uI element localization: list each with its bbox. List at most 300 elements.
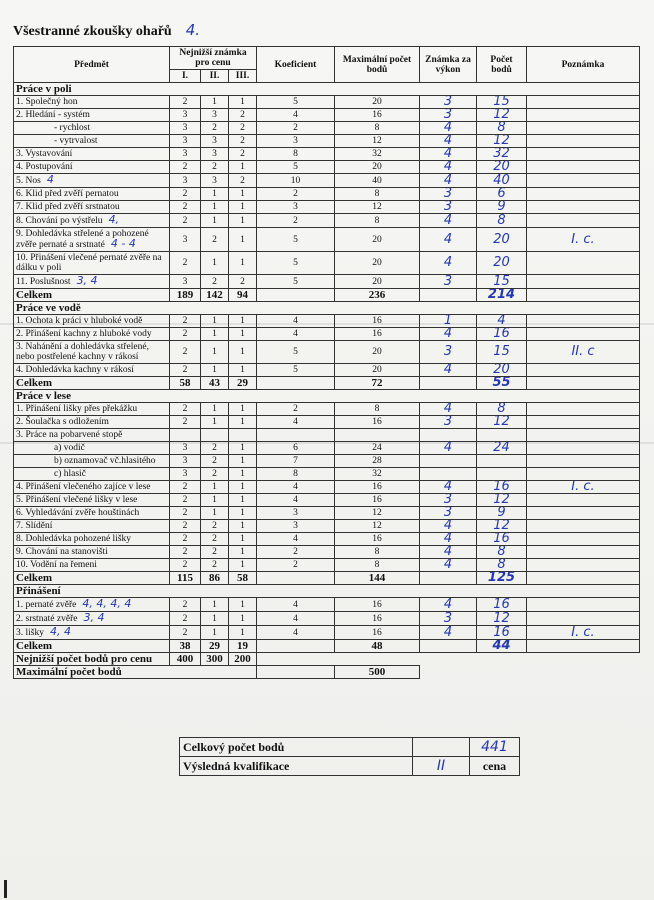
handwritten-annotation: 4, xyxy=(108,213,120,226)
row-label-text: 2. Šoulačka s odložením xyxy=(16,417,109,427)
note-cell xyxy=(527,328,640,341)
section-header-row xyxy=(14,390,640,403)
qualification-value: II xyxy=(413,757,470,776)
price-2-cell: 1 xyxy=(201,188,229,201)
total-price-3: 94 xyxy=(229,289,257,302)
total-note-blank xyxy=(527,377,640,390)
max-points-cell: 8 xyxy=(335,546,420,559)
price-2-cell: 1 xyxy=(201,328,229,341)
table-row xyxy=(14,559,640,572)
points-cell: 12 xyxy=(477,416,527,429)
price-2-cell: 2 xyxy=(201,546,229,559)
price-3-cell xyxy=(229,429,257,442)
price-3-cell: 1 xyxy=(229,559,257,572)
points-cell: 8 xyxy=(477,559,527,572)
table-row xyxy=(14,201,640,214)
max-points-cell: 12 xyxy=(335,201,420,214)
price-2-cell xyxy=(201,429,229,442)
price-3-cell: 1 xyxy=(229,612,257,626)
note-cell xyxy=(527,275,640,289)
total-max: 48 xyxy=(335,640,420,653)
price-1-cell: 2 xyxy=(170,188,201,201)
price-2-cell: 1 xyxy=(201,315,229,328)
points-cell: 15 xyxy=(477,275,527,289)
price-1-cell: 2 xyxy=(170,214,201,228)
price-1-cell: 3 xyxy=(170,275,201,289)
price-3-cell: 1 xyxy=(229,481,257,494)
price-1-cell: 2 xyxy=(170,520,201,533)
note-cell xyxy=(527,429,640,442)
note-cell xyxy=(527,96,640,109)
price-3-cell: 1 xyxy=(229,403,257,416)
total-points: 44 xyxy=(477,640,527,653)
price-3-cell: 1 xyxy=(229,598,257,612)
section-total-row xyxy=(14,572,640,585)
note-cell xyxy=(527,161,640,174)
row-label xyxy=(14,481,170,494)
coef-cell: 4 xyxy=(257,109,335,122)
price-1-cell: 2 xyxy=(170,328,201,341)
max-points-cell: 16 xyxy=(335,315,420,328)
price-3-cell: 1 xyxy=(229,328,257,341)
grade-cell: 4 xyxy=(420,174,477,188)
row-label xyxy=(14,341,170,364)
grade-cell: 4 xyxy=(420,214,477,228)
coef-cell: 2 xyxy=(257,546,335,559)
total-points-value: 441 xyxy=(470,738,520,757)
price-3-cell: 1 xyxy=(229,507,257,520)
coef-cell: 8 xyxy=(257,468,335,481)
grade-cell: 4 xyxy=(420,626,477,640)
points-cell xyxy=(477,429,527,442)
section-title: Práce v poli xyxy=(14,83,640,96)
price-1-cell: 2 xyxy=(170,364,201,377)
coef-cell: 8 xyxy=(257,148,335,161)
total-coef-blank xyxy=(257,377,335,390)
total-label: Celkem xyxy=(14,289,170,302)
grade-cell: 4 xyxy=(420,598,477,612)
price-3-cell: 1 xyxy=(229,494,257,507)
coef-cell: 3 xyxy=(257,520,335,533)
table-row xyxy=(14,481,640,494)
handwritten-title-number: 4. xyxy=(185,21,201,39)
max-points-cell: 16 xyxy=(335,481,420,494)
table-row xyxy=(14,598,640,612)
price-3-cell: 2 xyxy=(229,135,257,148)
table-row xyxy=(14,188,640,201)
grade-cell: 3 xyxy=(420,341,477,364)
max-points-cell: 16 xyxy=(335,626,420,640)
row-label xyxy=(14,148,170,161)
table-row xyxy=(14,174,640,188)
note-cell xyxy=(527,494,640,507)
note-cell xyxy=(527,612,640,626)
total-grade-blank xyxy=(420,377,477,390)
price-3-cell: 1 xyxy=(229,214,257,228)
price-3-cell: 1 xyxy=(229,252,257,275)
row-label-text: 3. Práce na pobarvené stopě xyxy=(16,430,123,440)
handwritten-annotation: 3, 4 xyxy=(76,274,98,287)
coef-cell: 5 xyxy=(257,228,335,252)
price-2-cell: 1 xyxy=(201,626,229,640)
price-2-cell: 1 xyxy=(201,403,229,416)
total-points: 214 xyxy=(477,289,527,302)
coef-cell: 5 xyxy=(257,96,335,109)
note-cell xyxy=(527,455,640,468)
max-points-cell: 8 xyxy=(335,188,420,201)
max-points-cell: 20 xyxy=(335,96,420,109)
section-title: Přinášení xyxy=(14,585,640,598)
points-cell: 12 xyxy=(477,520,527,533)
max-points-cell: 28 xyxy=(335,455,420,468)
price-2-cell: 1 xyxy=(201,201,229,214)
price-2-cell: 3 xyxy=(201,148,229,161)
points-cell: 40 xyxy=(477,174,527,188)
grade-cell: 1 xyxy=(420,315,477,328)
price-2-cell: 2 xyxy=(201,161,229,174)
row-label-text: 5. Nos xyxy=(16,176,41,186)
note-cell xyxy=(527,468,640,481)
coef-cell: 4 xyxy=(257,626,335,640)
points-cell: 4 xyxy=(477,315,527,328)
price-3-cell: 1 xyxy=(229,416,257,429)
coef-cell: 2 xyxy=(257,403,335,416)
price-2-cell: 1 xyxy=(201,214,229,228)
points-cell: 20 xyxy=(477,252,527,275)
row-label-text: 10. Vodění na řemeni xyxy=(16,560,97,570)
max-points-cell: 12 xyxy=(335,507,420,520)
price-1-cell: 2 xyxy=(170,598,201,612)
total-price-2: 86 xyxy=(201,572,229,585)
row-label-text: b) oznamovač vč.hlasitého xyxy=(54,456,156,466)
table-row xyxy=(14,315,640,328)
note-cell xyxy=(527,148,640,161)
points-cell: 16 xyxy=(477,481,527,494)
subject-header: Předmět xyxy=(14,47,170,83)
coef-cell: 5 xyxy=(257,161,335,174)
max-points-cell xyxy=(335,429,420,442)
table-row xyxy=(14,252,640,275)
total-note-blank xyxy=(527,640,640,653)
price-2-cell: 2 xyxy=(201,468,229,481)
row-label xyxy=(14,559,170,572)
row-label-text: 5. Přinášení vlečené lišky v lese xyxy=(16,495,138,505)
summary-total-row xyxy=(180,738,520,757)
note-cell: I. c. xyxy=(527,481,640,494)
row-label-text: 3. Nahánění a dohledávka střelené, nebo postřelené kachny v rákosí xyxy=(16,342,149,362)
section-title: Práce v lese xyxy=(14,390,640,403)
price-1-cell: 2 xyxy=(170,201,201,214)
row-label xyxy=(14,429,170,442)
total-grade-blank xyxy=(420,572,477,585)
table-row xyxy=(14,442,640,455)
price-2-cell: 1 xyxy=(201,612,229,626)
points-cell: 12 xyxy=(477,612,527,626)
price-3-cell: 1 xyxy=(229,188,257,201)
max-points-header: Maximální počet bodů xyxy=(335,47,420,83)
coef-cell: 4 xyxy=(257,481,335,494)
grade-cell: 4 xyxy=(420,122,477,135)
price-1-cell xyxy=(170,429,201,442)
price-1-cell: 3 xyxy=(170,442,201,455)
row-label-text: 9. Dohledávka střelené a pohozené zvěře pernaté a srstnaté xyxy=(16,229,149,250)
max-points-cell: 16 xyxy=(335,328,420,341)
total-coef-blank xyxy=(257,572,335,585)
row-label xyxy=(14,228,170,252)
summary-table xyxy=(179,737,520,776)
points-cell xyxy=(477,455,527,468)
note-cell xyxy=(527,109,640,122)
table-row xyxy=(14,416,640,429)
note-cell xyxy=(527,315,640,328)
max-points-cell: 20 xyxy=(335,161,420,174)
price-3-cell: 1 xyxy=(229,201,257,214)
row-label-text: 9. Chování na stanovišti xyxy=(16,547,108,557)
row-label-text: 6. Klid před zvěří pernatou xyxy=(16,189,119,199)
table-row xyxy=(14,228,640,252)
max-points-value: 500 xyxy=(335,666,420,679)
row-label xyxy=(14,214,170,228)
row-label xyxy=(14,455,170,468)
row-label xyxy=(14,612,170,626)
coef-cell: 4 xyxy=(257,494,335,507)
points-cell: 12 xyxy=(477,494,527,507)
total-price-2: 43 xyxy=(201,377,229,390)
price-1-cell: 2 xyxy=(170,612,201,626)
min-points-price-3: 200 xyxy=(229,653,257,666)
page-title: Všestranné zkoušky ohařů 4. xyxy=(13,21,201,39)
row-label xyxy=(14,328,170,341)
points-cell: 12 xyxy=(477,135,527,148)
row-label xyxy=(14,533,170,546)
grade-cell: 4 xyxy=(420,161,477,174)
price-2-cell: 2 xyxy=(201,520,229,533)
price-1-cell: 2 xyxy=(170,494,201,507)
grade-cell: 4 xyxy=(420,228,477,252)
table-row xyxy=(14,275,640,289)
max-points-cell: 16 xyxy=(335,494,420,507)
max-points-coef-blank xyxy=(257,666,335,679)
table-row xyxy=(14,468,640,481)
row-label xyxy=(14,109,170,122)
total-points: 55 xyxy=(477,377,527,390)
row-label-text: 6. Vyhledávání zvěře houštinách xyxy=(16,508,140,518)
header-row xyxy=(14,47,640,70)
price-col-3: III. xyxy=(229,70,257,83)
points-cell: 15 xyxy=(477,96,527,109)
max-points-cell: 16 xyxy=(335,416,420,429)
note-cell xyxy=(527,520,640,533)
row-label xyxy=(14,626,170,640)
table-row xyxy=(14,109,640,122)
price-3-cell: 2 xyxy=(229,109,257,122)
price-2-cell: 1 xyxy=(201,481,229,494)
row-label xyxy=(14,403,170,416)
total-price-3: 19 xyxy=(229,640,257,653)
section-header-row xyxy=(14,585,640,598)
points-cell xyxy=(477,468,527,481)
handwritten-annotation: 4 xyxy=(46,173,54,186)
price-2-cell: 1 xyxy=(201,364,229,377)
row-label-text: 3. Vystavování xyxy=(16,149,73,159)
max-points-cell: 32 xyxy=(335,468,420,481)
section-total-row xyxy=(14,289,640,302)
evaluation-table xyxy=(13,46,640,679)
max-points-cell: 20 xyxy=(335,228,420,252)
row-label xyxy=(14,520,170,533)
price-2-cell: 2 xyxy=(201,442,229,455)
row-label-text: 4. Dohledávka kachny v rákosí xyxy=(16,365,134,375)
max-points-cell: 8 xyxy=(335,214,420,228)
note-cell xyxy=(527,201,640,214)
price-1-cell: 2 xyxy=(170,315,201,328)
scan-edge-mark xyxy=(4,880,7,898)
grade-cell: 3 xyxy=(420,507,477,520)
max-points-cell: 16 xyxy=(335,109,420,122)
table-body xyxy=(14,83,640,679)
total-label: Celkem xyxy=(14,377,170,390)
price-3-cell: 2 xyxy=(229,174,257,188)
total-price-1: 115 xyxy=(170,572,201,585)
points-cell: 20 xyxy=(477,228,527,252)
points-cell: 24 xyxy=(477,442,527,455)
note-cell xyxy=(527,598,640,612)
coef-cell: 5 xyxy=(257,275,335,289)
coef-cell: 2 xyxy=(257,214,335,228)
row-label xyxy=(14,96,170,109)
max-points-cell: 12 xyxy=(335,135,420,148)
price-col-2: II. xyxy=(201,70,229,83)
total-note-blank xyxy=(527,572,640,585)
row-label xyxy=(14,174,170,188)
price-3-cell: 1 xyxy=(229,533,257,546)
coef-cell: 4 xyxy=(257,533,335,546)
total-coef-blank xyxy=(257,289,335,302)
summary-qual-row xyxy=(180,757,520,776)
grade-cell: 4 xyxy=(420,328,477,341)
row-label-text: 3. lišky xyxy=(16,628,44,638)
points-cell: 16 xyxy=(477,598,527,612)
total-label: Celkem xyxy=(14,572,170,585)
row-label xyxy=(14,546,170,559)
price-1-cell: 3 xyxy=(170,174,201,188)
grade-cell: 4 xyxy=(420,364,477,377)
price-1-cell: 2 xyxy=(170,403,201,416)
row-label-text: - rychlost xyxy=(54,123,91,133)
total-grade-blank xyxy=(420,289,477,302)
price-3-cell: 1 xyxy=(229,546,257,559)
min-points-row xyxy=(14,653,640,666)
row-label-text: a) vodič xyxy=(54,443,85,453)
price-1-cell: 3 xyxy=(170,468,201,481)
price-3-cell: 1 xyxy=(229,228,257,252)
grade-cell: 3 xyxy=(420,416,477,429)
price-1-cell: 2 xyxy=(170,559,201,572)
price-1-cell: 2 xyxy=(170,626,201,640)
table-row xyxy=(14,520,640,533)
coef-cell: 6 xyxy=(257,442,335,455)
price-1-cell: 2 xyxy=(170,416,201,429)
coef-cell: 3 xyxy=(257,201,335,214)
total-price-1: 38 xyxy=(170,640,201,653)
price-2-cell: 3 xyxy=(201,109,229,122)
total-points: 125 xyxy=(477,572,527,585)
table-row xyxy=(14,546,640,559)
total-max: 144 xyxy=(335,572,420,585)
min-points-price-1: 400 xyxy=(170,653,201,666)
section-title: Práce ve vodě xyxy=(14,302,640,315)
table-row xyxy=(14,429,640,442)
max-points-cell: 16 xyxy=(335,598,420,612)
max-points-row xyxy=(14,666,640,679)
coef-cell: 4 xyxy=(257,416,335,429)
max-points-cell: 20 xyxy=(335,364,420,377)
price-3-cell: 1 xyxy=(229,315,257,328)
grade-cell: 3 xyxy=(420,494,477,507)
row-label xyxy=(14,122,170,135)
note-cell xyxy=(527,403,640,416)
min-points-price-2: 300 xyxy=(201,653,229,666)
section-total-row xyxy=(14,377,640,390)
max-points-cell: 8 xyxy=(335,559,420,572)
note-cell: I. c. xyxy=(527,228,640,252)
total-max: 72 xyxy=(335,377,420,390)
row-label xyxy=(14,468,170,481)
price-3-cell: 1 xyxy=(229,455,257,468)
total-price-1: 189 xyxy=(170,289,201,302)
price-1-cell: 2 xyxy=(170,546,201,559)
total-price-3: 58 xyxy=(229,572,257,585)
row-label xyxy=(14,188,170,201)
coef-cell xyxy=(257,429,335,442)
row-label-text: 8. Dohledávka pohozené lišky xyxy=(16,534,132,544)
grade-cell: 4 xyxy=(420,135,477,148)
price-3-cell: 1 xyxy=(229,442,257,455)
grade-cell xyxy=(420,455,477,468)
coef-cell: 3 xyxy=(257,135,335,148)
price-3-cell: 1 xyxy=(229,626,257,640)
table-row xyxy=(14,214,640,228)
row-label-text: 2. Přinášení kachny z hluboké vody xyxy=(16,329,152,339)
points-cell: 20 xyxy=(477,364,527,377)
row-label-text: 1. Společný hon xyxy=(16,97,78,107)
table-row xyxy=(14,364,640,377)
row-label-text: c) hlasič xyxy=(54,469,86,479)
coef-cell: 4 xyxy=(257,612,335,626)
points-cell: 8 xyxy=(477,214,527,228)
note-cell xyxy=(527,546,640,559)
price-3-cell: 1 xyxy=(229,341,257,364)
points-cell: 8 xyxy=(477,546,527,559)
price-1-cell: 2 xyxy=(170,481,201,494)
price-label: cena xyxy=(470,757,520,776)
row-label-text: 2. srstnaté zvěře xyxy=(16,614,78,624)
price-2-cell: 2 xyxy=(201,533,229,546)
max-points-cell: 8 xyxy=(335,403,420,416)
price-2-cell: 1 xyxy=(201,494,229,507)
price-3-cell: 1 xyxy=(229,364,257,377)
max-points-cell: 8 xyxy=(335,122,420,135)
table-row xyxy=(14,626,640,640)
table-row xyxy=(14,341,640,364)
coef-cell: 2 xyxy=(257,188,335,201)
note-cell xyxy=(527,507,640,520)
grade-cell: 4 xyxy=(420,533,477,546)
price-1-cell: 3 xyxy=(170,109,201,122)
row-label-text: - vytrvalost xyxy=(54,136,98,146)
min-grade-header: Nejnižší známka pro cenu xyxy=(170,47,257,70)
total-note-blank xyxy=(527,289,640,302)
